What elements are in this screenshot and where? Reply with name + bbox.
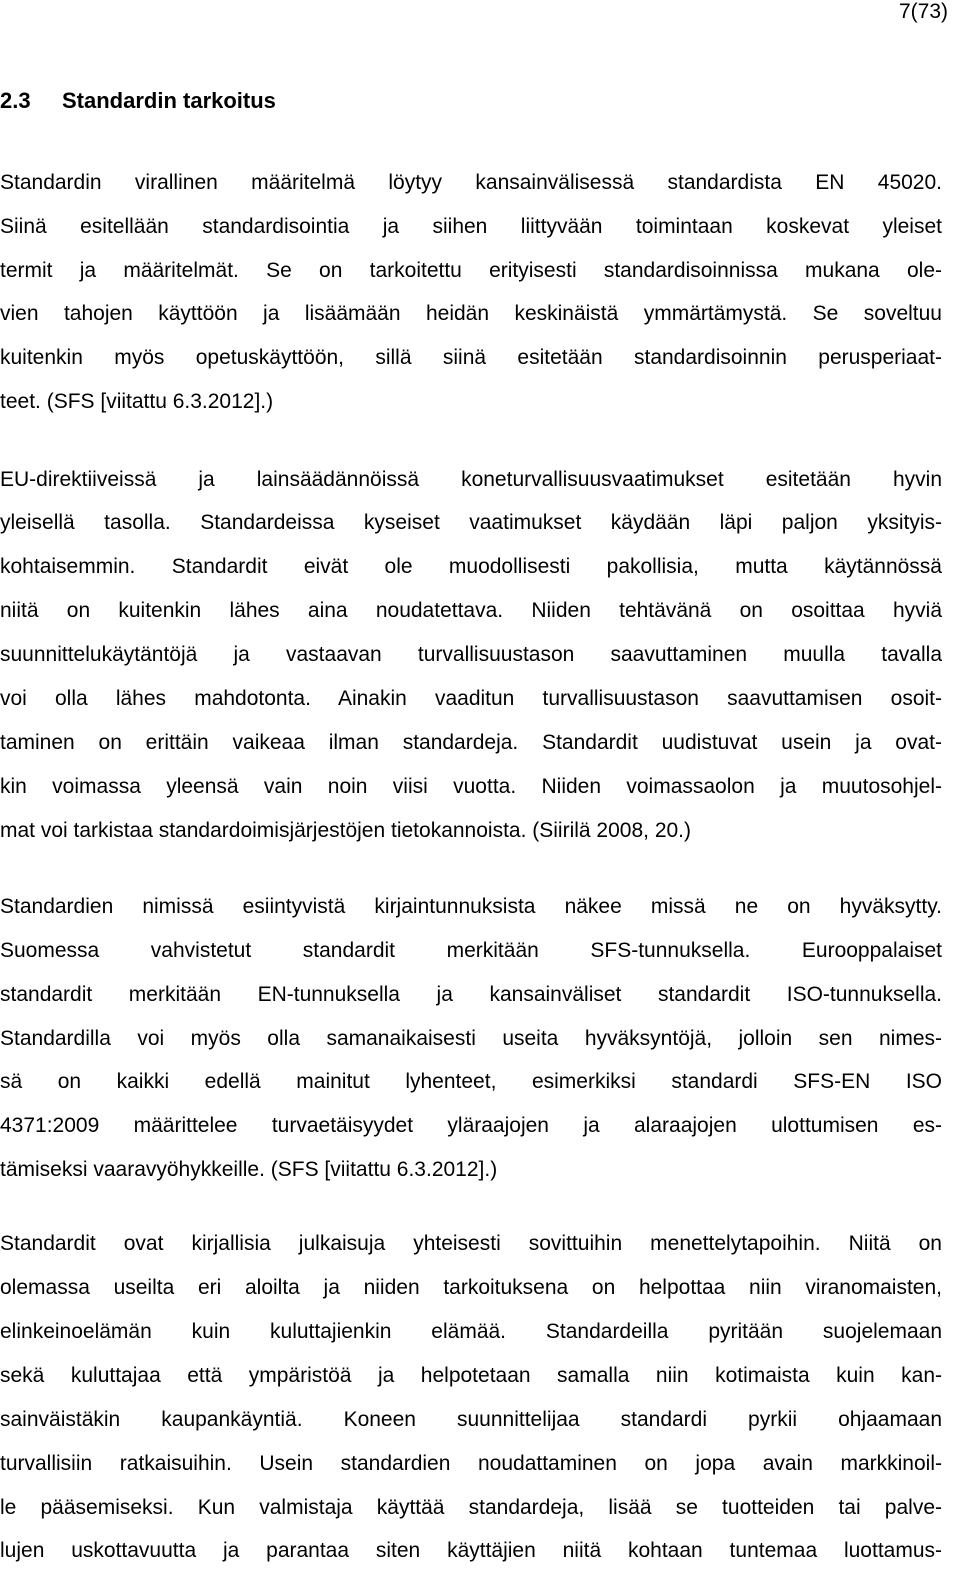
paragraph-line: sekä kuluttajaa että ympäristöä ja helpotetaan samalla niin kotimaista kuin kan- xyxy=(0,1364,942,1387)
paragraph-line: teet. (SFS [viitattu 6.3.2012].) xyxy=(0,390,274,413)
paragraph-line: kuitenkin myös opetuskäyttöön, sillä siinä esitetään standardisoinnin perusperiaat- xyxy=(0,346,942,369)
paragraph-line: mat voi tarkistaa standardoimisjärjestöjen tietokannoista. (Siirilä 2008, 20.) xyxy=(0,819,692,842)
paragraph-line: suunnittelukäytäntöjä ja vastaavan turvallisuustason saavuttaminen muulla tavalla xyxy=(0,643,942,666)
paragraph-line: termit ja määritelmät. Se on tarkoitettu erityisesti standardisoinnissa mukana ole- xyxy=(0,259,942,282)
paragraph-line: elinkeinoelämän kuin kuluttajienkin elämää. Standardeilla pyritään suojelemaan xyxy=(0,1320,942,1343)
paragraph-line: niitä on kuitenkin lähes aina noudatettava. Niiden tehtävänä on osoittaa hyviä xyxy=(0,599,942,622)
paragraph-line: le pääsemiseksi. Kun valmistaja käyttää standardeja, lisää se tuotteiden tai palve- xyxy=(0,1496,942,1519)
paragraph-line: 4371:2009 määrittelee turvaetäisyydet yläraajojen ja alaraajojen ulottumisen es- xyxy=(0,1114,942,1137)
paragraph-line: yleisellä tasolla. Standardeissa kyseiset vaatimukset käydään läpi paljon yksityis- xyxy=(0,511,942,534)
page-number: 7(73) xyxy=(898,0,948,23)
section-heading xyxy=(0,86,276,116)
paragraph-line: Standardien nimissä esiintyvistä kirjaintunnuksista näkee missä ne on hyväksytty. xyxy=(0,895,942,918)
section-number: 2.3 xyxy=(0,88,31,113)
paragraph-line: Standardin virallinen määritelmä löytyy kansainvälisessä standardista EN 45020. xyxy=(0,171,942,194)
paragraph-line: standardit merkitään EN-tunnuksella ja kansainväliset standardit ISO-tunnuksella. xyxy=(0,983,942,1006)
paragraph-line: vien tahojen käyttöön ja lisäämään heidän keskinäistä ymmärtämystä. Se soveltuu xyxy=(0,302,942,325)
paragraph-line: voi olla lähes mahdotonta. Ainakin vaaditun turvallisuustason saavuttamisen osoit- xyxy=(0,687,942,710)
paragraph-line: sainväistäkin kaupankäyntiä. Koneen suunnittelijaa standardi pyrkii ohjaamaan xyxy=(0,1408,942,1431)
section-title: Standardin tarkoitus xyxy=(62,88,276,113)
paragraph-line: kohtaisemmin. Standardit eivät ole muodollisesti pakollisia, mutta käytännössä xyxy=(0,555,942,578)
paragraph-line: Standardit ovat kirjallisia julkaisuja yhteisesti sovittuihin menettelytapoihin. Niitä on xyxy=(0,1232,942,1255)
paragraph-line: Suomessa vahvistetut standardit merkitään SFS-tunnuksella. Eurooppalaiset xyxy=(0,939,942,962)
paragraph-line: olemassa useilta eri aloilta ja niiden tarkoituksena on helpottaa niin viranomaisten, xyxy=(0,1276,942,1299)
paragraph-line: taminen on erittäin vaikeaa ilman standardeja. Standardit uudistuvat usein ja ovat- xyxy=(0,731,942,754)
paragraph-line: sä on kaikki edellä mainitut lyhenteet, esimerkiksi standardi SFS-EN ISO xyxy=(0,1070,942,1093)
paragraph-line: lujen uskottavuutta ja parantaa siten käyttäjien niitä kohtaan tuntemaa luottamus- xyxy=(0,1539,942,1562)
paragraph-line: tämiseksi vaaravyöhykkeille. (SFS [viitattu 6.3.2012].) xyxy=(0,1158,498,1181)
paragraph-line: Standardilla voi myös olla samanaikaisesti useita hyväksyntöjä, jolloin sen nimes- xyxy=(0,1027,942,1050)
paragraph-line: EU-direktiiveissä ja lainsäädännöissä koneturvallisuusvaatimukset esitetään hyvin xyxy=(0,468,942,491)
paragraph-line: turvallisiin ratkaisuihin. Usein standardien noudattaminen on jopa avain markkinoil- xyxy=(0,1452,942,1475)
paragraph-line: kin voimassa yleensä vain noin viisi vuotta. Niiden voimassaolon ja muutosohjel- xyxy=(0,775,942,798)
paragraph-line: Siinä esitellään standardisointia ja siihen liittyvään toimintaan koskevat yleiset xyxy=(0,215,942,238)
